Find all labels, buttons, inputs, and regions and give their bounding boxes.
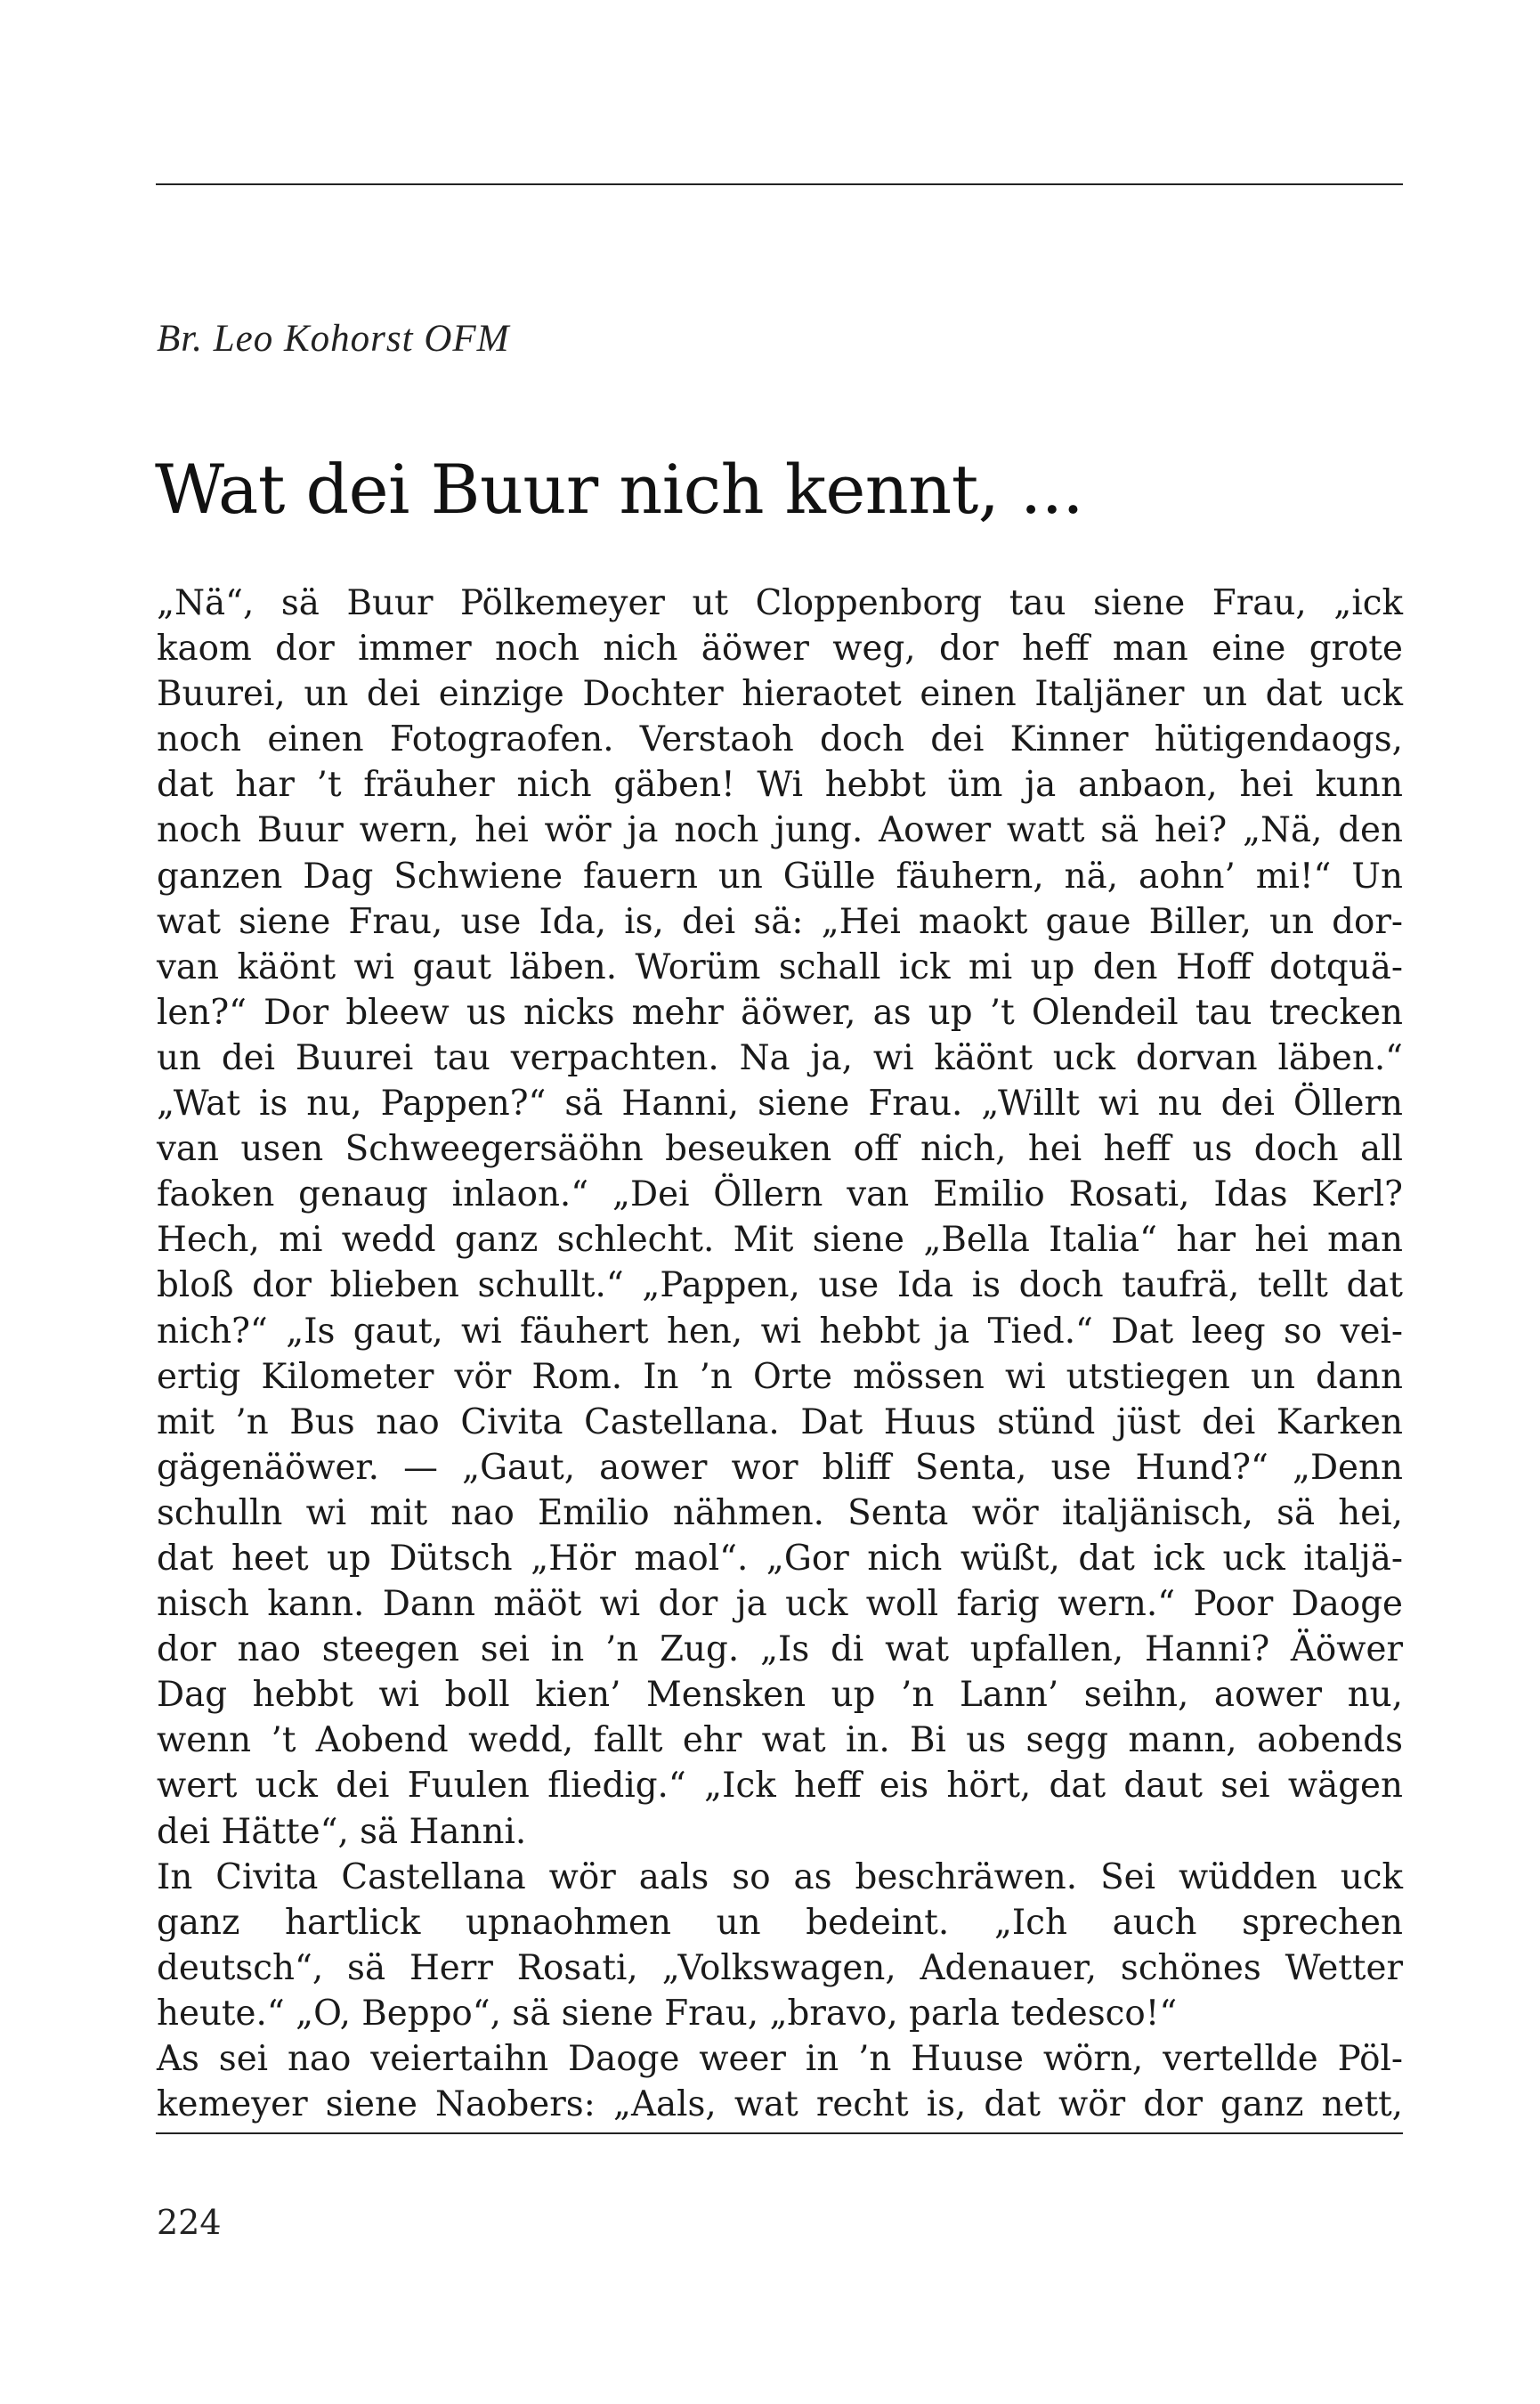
body-line: kemeyer siene Naobers: „Aals, wat recht is, dat wör dor ganz nett, [157,2084,1403,2125]
body-line: dat har ’t fräuher nich gäben! Wi hebbt üm ja anbaon, hei kunn [157,765,1403,806]
body-line: un dei Buurei tau verpachten. Na ja, wi käönt uck dorvan läben.“ [157,1037,1403,1078]
body-line: dor nao steegen sei in ’n Zug. „Is di wat upfallen, Hanni? Äöwer [157,1629,1403,1670]
top-rule [156,183,1403,185]
body-line: faoken genaug inlaon.“ „Dei Öllern van Emilio Rosati, Idas Kerl? [157,1174,1403,1215]
body-line: dat heet up Dütsch „Hör maol“. „Gor nich wüßt, dat ick uck italjä- [157,1538,1403,1579]
body-line: len?“ Dor bleew us nicks mehr äöwer, as up ’t Olendeil tau trecken [157,992,1403,1033]
body-line: van usen Schweegersäöhn beseuken off nich, hei heff us doch all [157,1129,1403,1170]
author-byline: Br. Leo Kohorst OFM [157,318,510,360]
body-line: As sei nao veiertaihn Daoge weer in ’n Huuse wörn, vertellde Pöl- [157,2039,1403,2079]
body-line: In Civita Castellana wör aals so as beschräwen. Sei wüdden uck [157,1856,1403,1897]
body-line: deutsch“, sä Herr Rosati, „Volkswagen, Adenauer, schönes Wetter [157,1947,1403,1988]
body-line: Buurei, un dei einzige Dochter hieraotet einen Italjäner un dat uck [157,674,1403,715]
body-line: heute.“ „O, Beppo“, sä siene Frau, „bravo, parla tedesco!“ [157,1993,1178,2034]
body-line: wat siene Frau, use Ida, is, dei sä: „Hei maokt gaue Biller, un dor- [157,901,1403,942]
body-line: nich?“ „Is gaut, wi fäuhert hen, wi hebbt ja Tied.“ Dat leeg so vei- [157,1311,1403,1352]
body-line: kaom dor immer noch nich äöwer weg, dor heff man eine grote [157,629,1403,670]
body-line: Hech, mi wedd ganz schlecht. Mit siene „Bella Italia“ har hei man [157,1220,1403,1261]
body-line: van käönt wi gaut läben. Worüm schall ick mi up den Hoff dotquä- [157,946,1403,987]
body-line: wenn ’t Aobend wedd, fallt ehr wat in. Bi us segg mann, aobends [157,1720,1403,1761]
body-line: „Nä“, sä Buur Pölkemeyer ut Cloppenborg tau siene Frau, „ick [157,583,1403,623]
body-line: bloß dor blieben schullt.“ „Pappen, use Ida is doch taufrä, tellt dat [157,1265,1403,1306]
body-line: nisch kann. Dann mäöt wi dor ja uck woll farig wern.“ Poor Daoge [157,1584,1403,1625]
body-line: noch Buur wern, hei wör ja noch jung. Aower watt sä hei? „Nä, den [157,810,1403,851]
body-line: mit ’n Bus nao Civita Castellana. Dat Huus stünd jüst dei Karken [157,1401,1403,1442]
article-body [157,581,1403,2127]
body-line: ganzen Dag Schwiene fauern un Gülle fäuhern, nä, aohn’ mi!“ Un [157,856,1403,897]
body-line: Dag hebbt wi boll kien’ Mensken up ’n Lann’ seihn, aower nu, [157,1675,1403,1716]
body-line: noch einen Fotograofen. Verstaoh doch dei Kinner hütigendaogs, [157,719,1403,760]
body-line: ganz hartlick upnaohmen un bedeint. „Ich auch sprechen [157,1902,1403,1943]
body-line: „Wat is nu, Pappen?“ sä Hanni, siene Frau. „Willt wi nu dei Öllern [157,1084,1403,1125]
body-line: wert uck dei Fuulen fliedig.“ „Ick heff eis hört, dat daut sei wägen [157,1766,1403,1807]
body-line: ertig Kilometer vör Rom. In ’n Orte mössen wi utstiegen un dann [157,1356,1403,1397]
bottom-rule [156,2132,1403,2134]
page-number: 224 [157,2203,222,2242]
article-title: Wat dei Buur nich kennt, ... [155,450,1084,529]
body-line: dei Hätte“, sä Hanni. [157,1811,527,1852]
body-line: schulln wi mit nao Emilio nähmen. Senta wör italjänisch, sä hei, [157,1492,1403,1533]
body-line: gägenäöwer. — „Gaut, aower wor bliff Senta, use Hund?“ „Denn [157,1447,1403,1488]
